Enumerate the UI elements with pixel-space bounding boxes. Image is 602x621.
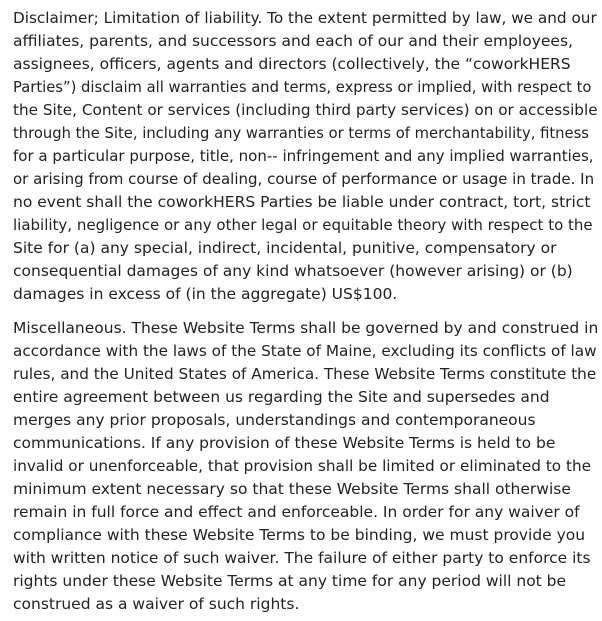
- paragraph-line: Disclaimer; Limitation of liability. To the extent permitted by law, we and our: [13, 9, 597, 27]
- paragraph-line: for a particular purpose, title, non-- infringement and any implied warranties,: [13, 147, 594, 165]
- paragraph-line: merges any prior proposals, understandings and contemporaneous: [13, 411, 536, 429]
- paragraph-line: communications. If any provision of these Website Terms is held to be: [13, 434, 556, 452]
- paragraph-line: minimum extent necessary so that these Website Terms shall otherwise: [13, 480, 571, 498]
- paragraph-line: entire agreement between us regarding the Site and supersedes and: [13, 388, 550, 406]
- paragraph-line: rules, and the United States of America. These Website Terms constitute the: [13, 365, 597, 383]
- paragraph-line: through the Site, including any warranties or terms of merchantability, fitness: [13, 125, 589, 142]
- paragraph-line: assignees, officers, agents and directors (collectively, the “coworkHERS: [13, 55, 571, 73]
- paragraph-line: rights under these Website Terms at any time for any period will not be: [13, 572, 567, 590]
- paragraph-line: remain in full force and effect and enforceable. In order for any waiver of: [13, 503, 580, 521]
- paragraph-line: no event shall the coworkHERS Parties be liable under contract, tort, strict: [13, 193, 591, 211]
- paragraph-line: with written notice of such waiver. The failure of either party to enforce its: [13, 549, 591, 567]
- miscellaneous-paragraph: [13, 317, 599, 616]
- paragraph-line: construed as a waiver of such rights.: [13, 595, 300, 613]
- paragraph-line: compliance with these Website Terms to be binding, we must provide you: [13, 526, 586, 544]
- paragraph-line: or arising from course of dealing, course of performance or usage in trade. In: [13, 170, 595, 188]
- paragraph-line: invalid or unenforceable, that provision shall be limited or eliminated to the: [13, 457, 592, 475]
- disclaimer-paragraph: [13, 7, 598, 306]
- paragraph-line: the Site, Content or services (including third party services) on or accessible: [13, 101, 598, 119]
- paragraph-line: Parties”) disclaim all warranties and terms, express or implied, with respect to: [13, 79, 592, 96]
- paragraph-line: liability, negligence or any other legal or equitable theory with respect to the: [13, 216, 593, 234]
- paragraph-line: Miscellaneous. These Website Terms shall be governed by and construed in: [13, 319, 599, 337]
- paragraph-line: Site for (a) any special, indirect, incidental, punitive, compensatory or: [13, 239, 557, 257]
- paragraph-line: consequential damages of any kind whatsoever (however arising) or (b): [13, 262, 573, 280]
- paragraph-line: accordance with the laws of the State of Maine, excluding its conflicts of law: [13, 342, 597, 360]
- paragraph-line: affiliates, parents, and successors and each of our and their employees,: [13, 32, 573, 50]
- paragraph-line: damages in excess of (in the aggregate) US$100.: [13, 285, 398, 303]
